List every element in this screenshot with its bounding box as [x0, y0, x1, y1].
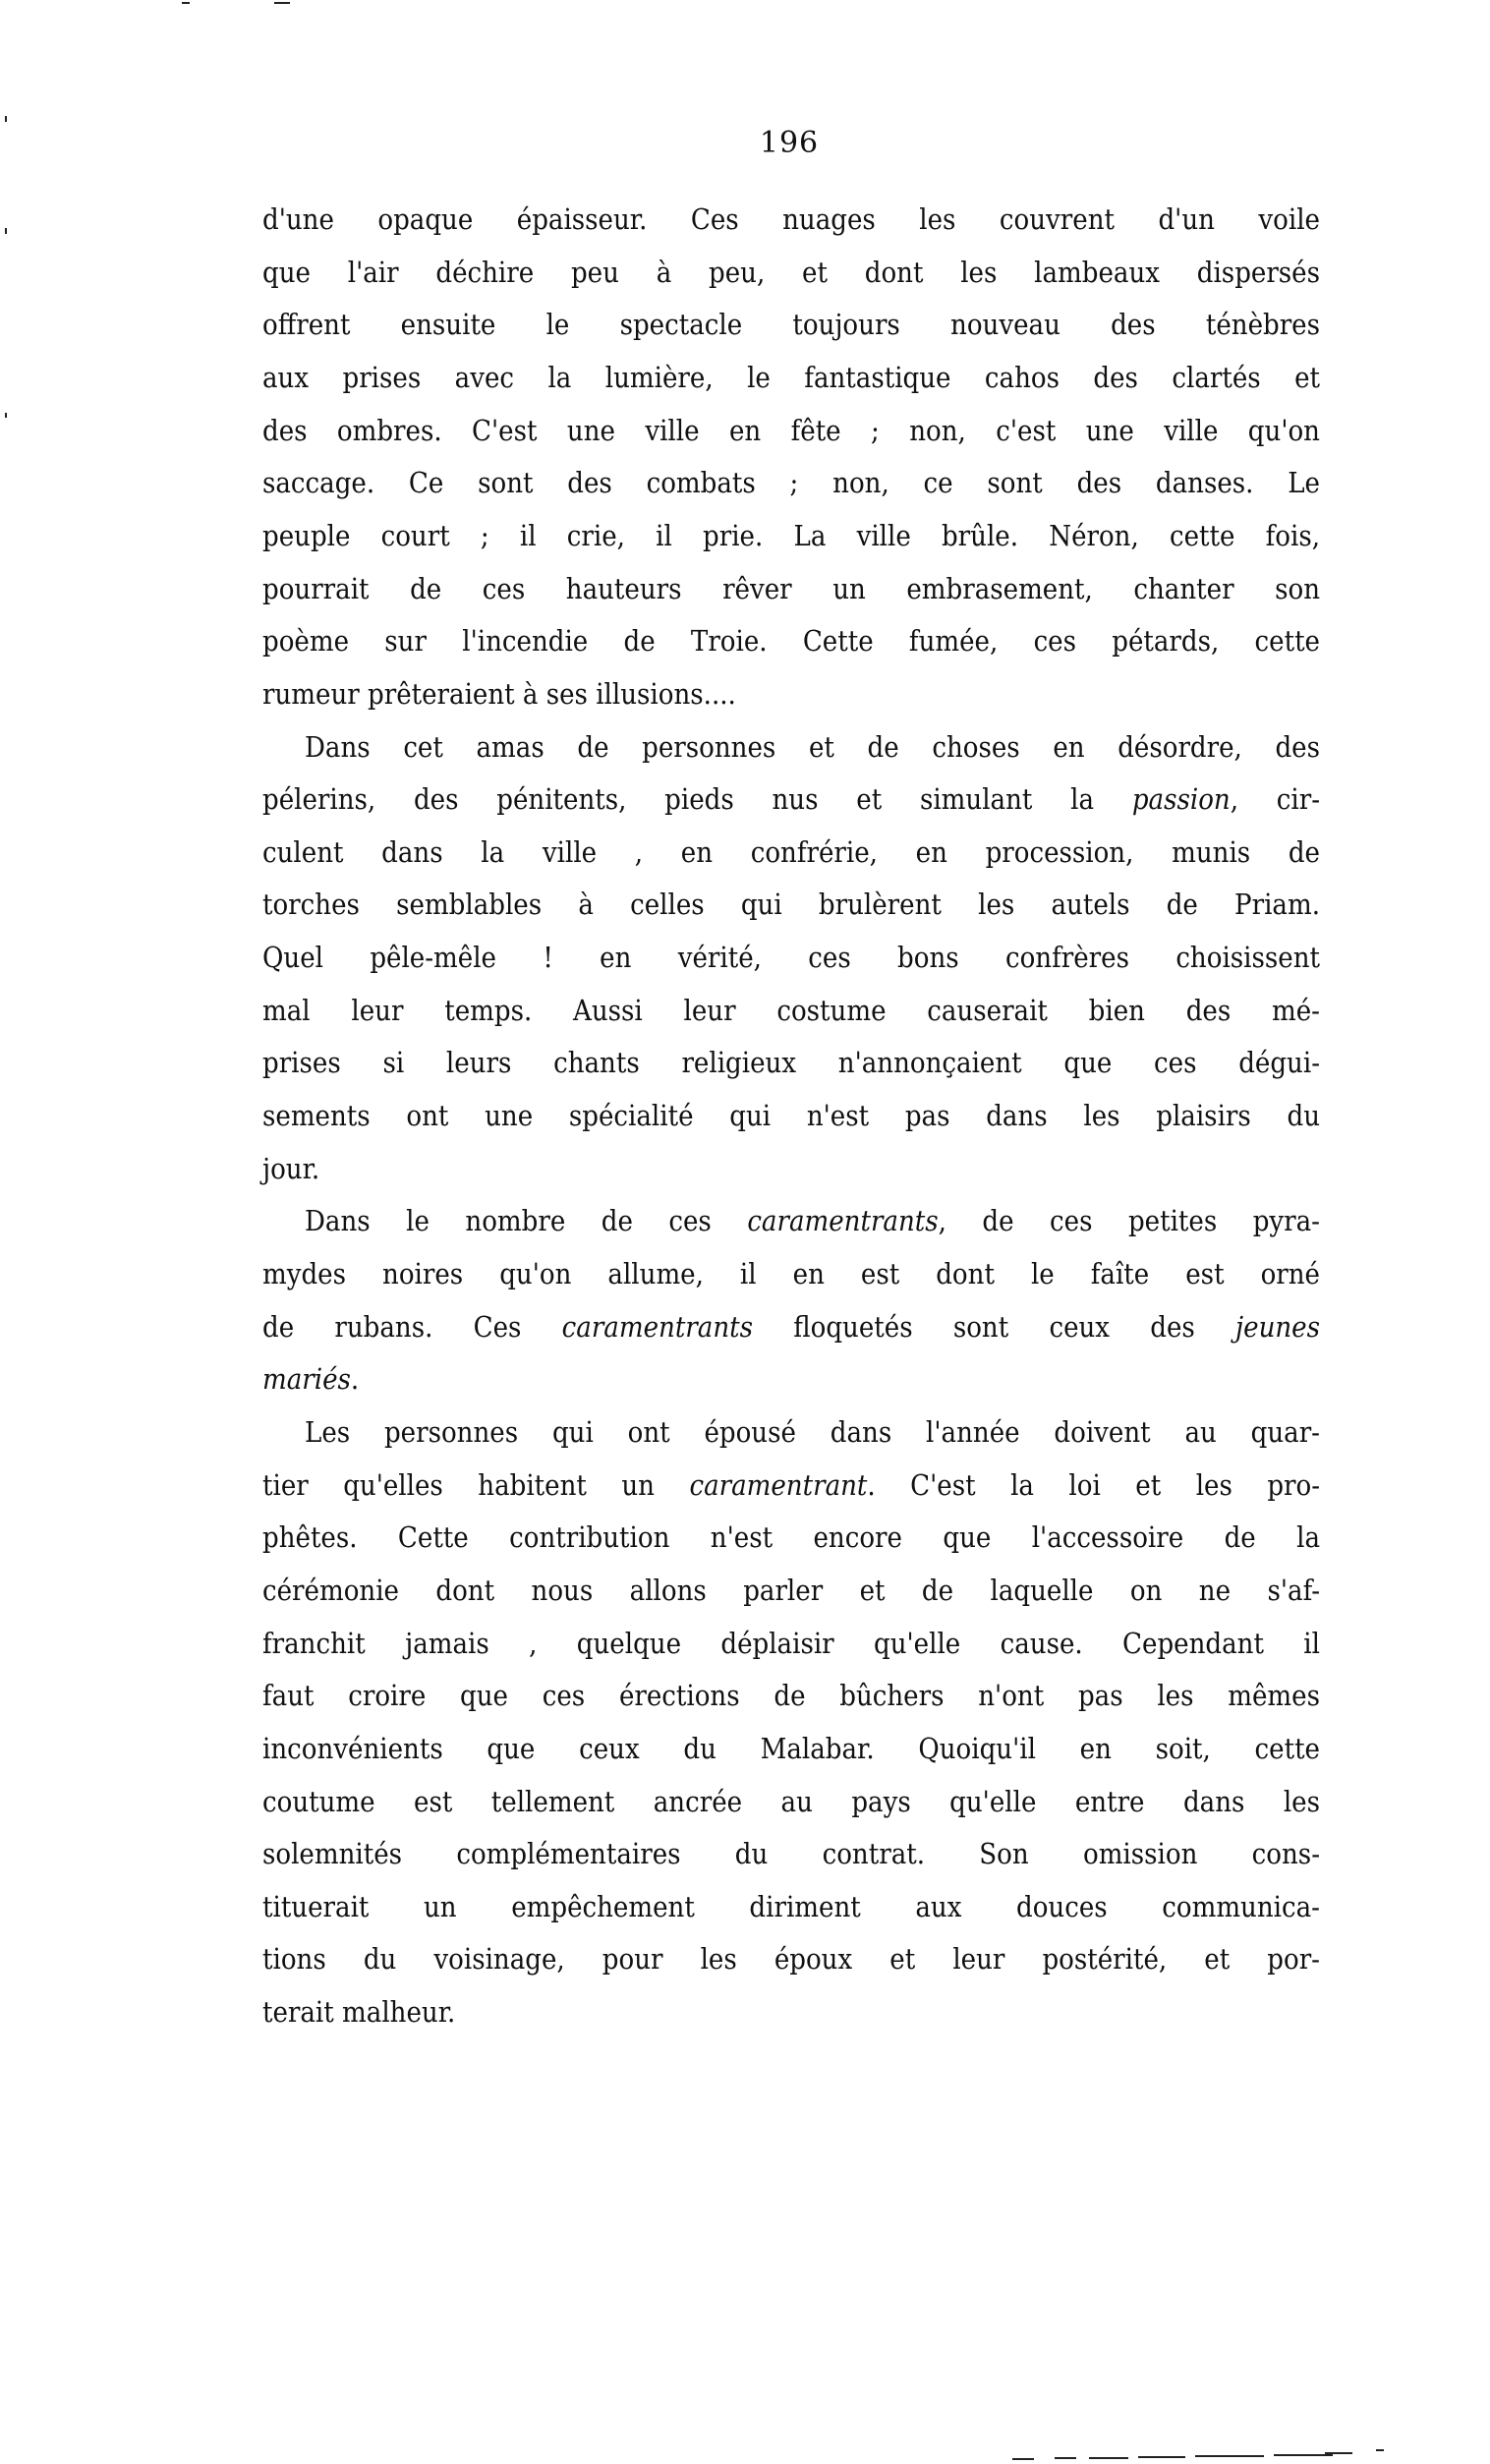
- text-line: tions du voisinage, pour les époux et leur postérité, et por-: [262, 1942, 1320, 1976]
- scan-rule-bottom: [1376, 2449, 1384, 2451]
- text-line: mariés.: [262, 1362, 360, 1396]
- text-line: sements ont une spécialité qui n'est pas dans les plaisirs du: [262, 1099, 1320, 1132]
- scan-mark-left-2: [5, 228, 7, 234]
- text-line: mal leur temps. Aussi leur costume causerait bien des mé-: [262, 994, 1320, 1027]
- text-line: que l'air déchire peu à peu, et dont les lambeaux dispersés: [262, 256, 1320, 289]
- italic-term: caramentrants: [561, 1310, 753, 1344]
- scan-rule-bottom: [1325, 2452, 1352, 2454]
- scan-rule-bottom: [1089, 2457, 1128, 2459]
- text-line: Dans cet amas de personnes et de choses en désordre, des: [305, 730, 1320, 764]
- text-line: pourrait de ces hauteurs rêver un embrasement, chanter son: [262, 572, 1320, 605]
- text-line: Quel pêle-mêle ! en vérité, ces bons confrères choisissent: [262, 941, 1320, 974]
- text-line: rumeur prêteraient à ses illusions....: [262, 677, 736, 711]
- page-number: 196: [759, 126, 820, 160]
- scan-mark-top-left: [182, 2, 190, 4]
- text-line: torches semblables à celles qui brulèrent les autels de Priam.: [262, 888, 1320, 921]
- text-line: inconvénients que ceux du Malabar. Quoiqu'il en soit, cette: [262, 1732, 1320, 1765]
- text-line: cérémonie dont nous allons parler et de laquelle on ne s'af-: [262, 1574, 1320, 1607]
- text-line: des ombres. C'est une ville en fête ; non, c'est une ville qu'on: [262, 414, 1320, 447]
- text-line: tituerait un empêchement diriment aux douces communica-: [262, 1890, 1320, 1923]
- text-line: pélerins, des pénitents, pieds nus et simulant la passion, cir-: [262, 782, 1320, 816]
- italic-term: caramentrant: [689, 1468, 868, 1502]
- text-line: Dans le nombre de ces caramentrants, de ces petites pyra-: [305, 1204, 1320, 1237]
- text-line: faut croire que ces érections de bûchers n'ont pas les mêmes: [262, 1679, 1320, 1712]
- text-line: peuple court ; il crie, il prie. La ville brûle. Néron, cette fois,: [262, 519, 1320, 552]
- text-line: poème sur l'incendie de Troie. Cette fumée, ces pétards, cette: [262, 624, 1320, 658]
- text-line: d'une opaque épaisseur. Ces nuages les couvrent d'un voile: [262, 202, 1320, 236]
- scan-rule-bottom: [1138, 2456, 1185, 2458]
- text-line: mydes noires qu'on allume, il en est dont le faîte est orné: [262, 1257, 1320, 1290]
- text-line: terait malheur.: [262, 1995, 456, 2029]
- text-line: Les personnes qui ont épousé dans l'année doivent au quar-: [305, 1415, 1320, 1449]
- text-line: culent dans la ville , en confrérie, en procession, munis de: [262, 835, 1320, 869]
- italic-term: caramentrants: [747, 1204, 939, 1237]
- scan-rule-bottom: [1055, 2457, 1076, 2459]
- scan-rule-bottom: [1195, 2455, 1264, 2457]
- text-line: jour.: [262, 1152, 320, 1185]
- scan-rule-bottom: [1012, 2458, 1034, 2460]
- scan-mark-left-1: [5, 116, 7, 122]
- text-line: coutume est tellement ancrée au pays qu'elle entre dans les: [262, 1785, 1320, 1818]
- text-line: phêtes. Cette contribution n'est encore que l'accessoire de la: [262, 1520, 1320, 1554]
- text-line: aux prises avec la lumière, le fantastique cahos des clartés et: [262, 361, 1320, 394]
- text-line: tier qu'elles habitent un caramentrant. C'est la loi et les pro-: [262, 1468, 1321, 1502]
- text-line: de rubans. Ces caramentrants floquetés sont ceux des jeunes: [262, 1310, 1320, 1344]
- scan-mark-top: [274, 2, 290, 4]
- scan-rule-bottom: [1274, 2454, 1333, 2456]
- italic-term: jeunes: [1235, 1310, 1320, 1344]
- text-line: prises si leurs chants religieux n'annonçaient que ces dégui-: [262, 1046, 1320, 1079]
- text-line: solemnités complémentaires du contrat. Son omission cons-: [262, 1837, 1320, 1870]
- italic-term: passion: [1131, 782, 1231, 816]
- text-line: franchit jamais , quelque déplaisir qu'elle cause. Cependant il: [262, 1627, 1320, 1660]
- scan-mark-left-3: [5, 413, 7, 418]
- italic-term: mariés: [262, 1362, 351, 1396]
- text-line: saccage. Ce sont des combats ; non, ce sont des danses. Le: [262, 466, 1320, 499]
- text-line: offrent ensuite le spectacle toujours nouveau des ténèbres: [262, 308, 1320, 341]
